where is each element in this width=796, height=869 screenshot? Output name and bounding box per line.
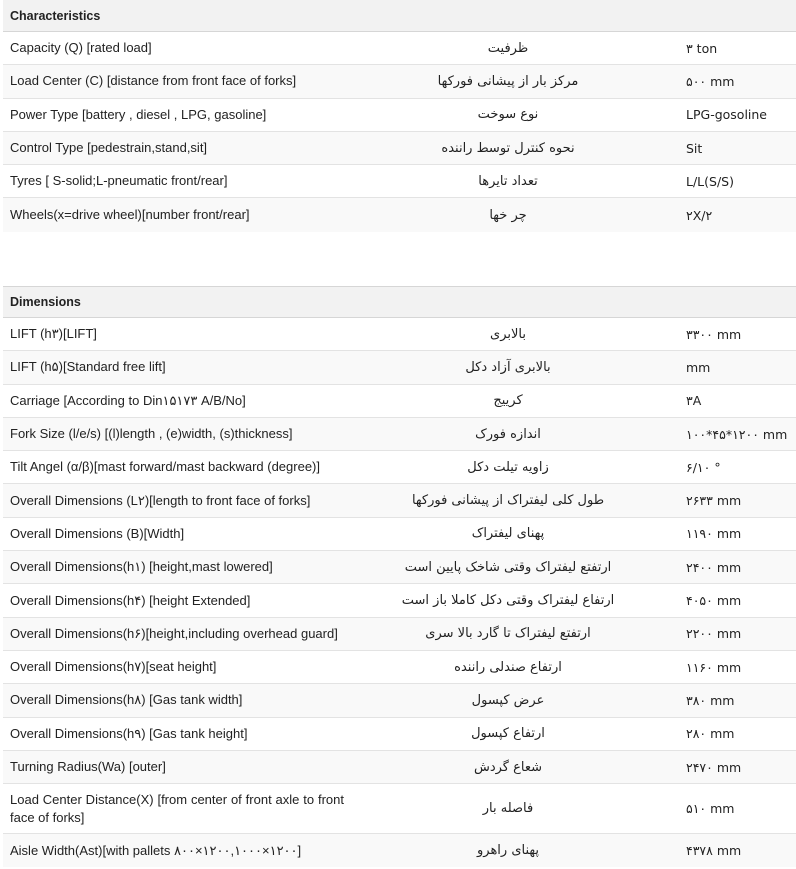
table-row	[3, 32, 796, 65]
spec-value: ۱۱۶۰ mm	[686, 659, 742, 675]
table-row	[3, 451, 796, 484]
table-row	[3, 385, 796, 418]
table-row	[3, 318, 796, 351]
table-row	[3, 518, 796, 551]
table-row	[3, 65, 796, 98]
spec-label-fa: نحوه کنترل توسط راننده	[441, 140, 575, 156]
spec-label-en: Turning Radius(Wa) [outer]	[10, 759, 166, 774]
spec-value: ۱۰۰*۴۵*۱۲۰۰ mm	[686, 426, 788, 442]
spec-label-en: Power Type [battery , diesel , LPG, gasoline]	[10, 106, 267, 122]
table-row	[3, 551, 796, 584]
spec-label-fa: پهنای راهرو	[477, 843, 539, 859]
spec-label-en: Overall Dimensions (L۲)[length to front face of forks]	[10, 492, 311, 508]
characteristics-table	[3, 0, 796, 232]
spec-value: ۲۴۰۰ mm	[686, 559, 742, 575]
spec-label-fa: طول کلی لیفتراک از پیشانی فورکها	[411, 493, 605, 509]
spec-label-en: Carriage [According to Din۱۵۱۷۳ A/B/No]	[10, 392, 246, 408]
spec-label-en: Overall Dimensions(h۱) [height,mast lowered]	[10, 559, 273, 575]
spec-label-en: Overall Dimensions(h۶)[height,including overhead guard]	[10, 625, 338, 641]
spec-label-en: Overall Dimensions(h۹) [Gas tank height]	[10, 725, 248, 741]
spec-value: ۱۱۹۰ mm	[686, 526, 742, 542]
spec-value: ۳ ton	[686, 40, 718, 56]
table-row	[3, 584, 796, 617]
spec-label-en: Wheels(x=drive wheel)[number front/rear]	[10, 207, 250, 223]
spec-value: ۲۶۳۳ mm	[686, 493, 742, 509]
spec-value: ۲۲۰۰ mm	[686, 626, 742, 642]
spec-value: ۶/۱۰ °	[686, 459, 721, 475]
spec-label-fa: بالابری آزاد دکل	[465, 359, 551, 375]
dimensions-rows	[3, 318, 796, 867]
spec-value: ۵۱۰ mm	[686, 801, 735, 817]
table-row	[3, 751, 796, 784]
spec-value: ۳A	[686, 393, 702, 409]
spec-value: ۲۸۰ mm	[686, 726, 735, 742]
spec-label-fa: اندازه فورک	[475, 426, 541, 442]
spec-label-fa: ظرفیت	[487, 40, 529, 56]
dimensions-table	[3, 286, 796, 867]
spec-label-fa: ارتفتع لیفتراک تا گارد بالا سری	[425, 626, 591, 642]
spec-label-en: Tilt Angel (α/β)[mast forward/mast backward (degree)]	[10, 459, 321, 475]
table-row	[3, 132, 796, 165]
spec-value: ۲۴۷۰ mm	[686, 759, 742, 775]
spec-value: ۳۳۰۰ mm	[686, 326, 742, 342]
spec-label-en: Load Center Distance(X) [from center of front axle to front face of forks]	[10, 791, 344, 825]
spec-label-fa: پهنای لیفتراک	[471, 526, 545, 542]
spec-label-fa: فاصله بار	[482, 801, 534, 817]
spec-label-fa: تعداد تایرها	[478, 173, 538, 189]
section-header-characteristics: Characteristics	[3, 0, 796, 32]
spec-label-en: Overall Dimensions(h۸) [Gas tank width]	[10, 692, 243, 708]
spec-label-en: Overall Dimensions(h۴) [height Extended]	[10, 592, 251, 608]
spec-value: ۳۸۰ mm	[686, 692, 735, 708]
spec-label-en: Load Center (C) [distance from front face of forks]	[10, 73, 297, 89]
characteristics-rows	[3, 32, 796, 232]
spec-label-en: Control Type [pedestrain,stand,sit]	[10, 140, 208, 156]
spec-label-fa: ارتفتع لیفتراک وقتی شاخک پایین است	[404, 559, 612, 575]
spec-label-fa: نوع سوخت	[477, 107, 539, 123]
spec-label-fa: ارتفاع صندلی راننده	[454, 659, 562, 675]
spec-value: L/L(S/S)	[686, 173, 734, 189]
table-row	[3, 351, 796, 384]
table-row	[3, 99, 796, 132]
spec-label-en: Fork Size (l/e/s) [(l)length , (e)width, (s)thickness]	[10, 426, 293, 442]
table-row	[3, 718, 796, 751]
table-row	[3, 484, 796, 517]
section-header-dimensions: Dimensions	[3, 286, 796, 318]
spec-label-fa: ارتفاع کپسول	[471, 726, 545, 742]
spec-label-fa: مرکز بار از پیشانی فورکها	[437, 73, 579, 89]
spec-label-en: Capacity (Q) [rated load]	[10, 40, 152, 56]
spec-label-en: Aisle Width(Ast)[with pallets ۸۰۰×۱۲۰۰,۱۰۰۰×۱۲۰۰]	[10, 842, 302, 858]
spec-label-en: LIFT (h۵)[Standard free lift]	[10, 359, 166, 375]
spec-value: Sit	[686, 140, 703, 156]
table-row	[3, 198, 796, 231]
spec-label-en: Overall Dimensions (B)[Width]	[10, 525, 185, 541]
table-row	[3, 784, 796, 834]
spec-label-fa: ارتفاع لیفتراک وقتی دکل کاملا باز است	[401, 593, 615, 609]
spec-label-en: LIFT (h۳)[LIFT]	[10, 326, 97, 342]
table-row	[3, 834, 796, 867]
spec-label-en: Overall Dimensions(h۷)[seat height]	[10, 659, 217, 675]
spec-label-fa: شعاع گردش	[473, 759, 543, 775]
table-row	[3, 418, 796, 451]
table-row	[3, 651, 796, 684]
table-row	[3, 618, 796, 651]
spec-label-fa: عرض کپسول	[471, 692, 545, 708]
table-row	[3, 165, 796, 198]
spec-value: ۴۳۷۸ mm	[686, 843, 742, 859]
spec-label-fa: بالابری	[490, 326, 526, 342]
spec-value: ۵۰۰ mm	[686, 73, 735, 89]
spec-label-fa: زاویه تیلت دکل	[467, 459, 549, 475]
table-row	[3, 684, 796, 717]
spec-label-en: Tyres [ S-solid;L-pneumatic front/rear]	[10, 173, 228, 189]
spec-value: LPG-gosoline	[686, 107, 767, 123]
spec-value: ۲X/۲	[686, 207, 713, 223]
spec-label-fa: چر خها	[489, 207, 527, 223]
spec-value: mm	[686, 359, 711, 375]
spec-value: ۴۰۵۰ mm	[686, 593, 742, 609]
spec-label-fa: کرییج	[493, 393, 523, 409]
